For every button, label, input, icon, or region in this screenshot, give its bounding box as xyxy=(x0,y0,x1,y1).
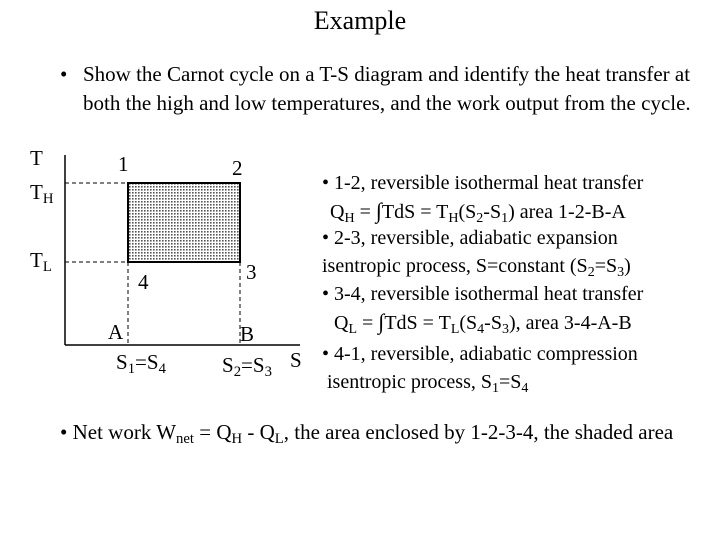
step-2-3-detail: isentropic process, S=constant $(S_2=S_3)$ xyxy=(322,255,631,280)
point-a-label: A xyxy=(108,320,124,344)
s1-s4-label: $S_1=S_4$ xyxy=(116,350,166,377)
carnot-cycle-shaded-area xyxy=(128,183,240,262)
net-work-bullet: • Net work $W_{net} = Q_H - Q_L$, the area enclosed by 1-2-3-4, the shaded area xyxy=(60,420,674,447)
step-3-4-heading: • 3-4, reversible isothermal heat transfer xyxy=(322,283,644,305)
bullet-icon: • xyxy=(60,62,68,86)
th-label: $T_H$ xyxy=(30,180,54,207)
point-2-label: 2 xyxy=(232,156,243,180)
point-b-label: B xyxy=(240,322,255,346)
s-axis-label: S xyxy=(290,348,302,372)
step-2-3-heading: • 2-3, reversible, adiabatic expansion xyxy=(322,227,618,249)
s2-s3-label: $S_2=S_3$ xyxy=(222,353,272,380)
intro-text: Show the Carnot cycle on a T-S diagram and identify the heat transfer at both the high and low temperatures, and the work output from the cycle. xyxy=(83,62,691,115)
point-3-label: 3 xyxy=(246,260,257,284)
step-4-1-detail: isentropic process, $S_1=S_4$ xyxy=(327,371,529,396)
step-4-1-heading: • 4-1, reversible, adiabatic compression xyxy=(322,343,638,365)
ql-equation: $Q_L = \int TdS = T_L(S_4-S_3)$, area 3-4-A-B xyxy=(334,309,632,337)
t-axis-label: T xyxy=(30,146,43,170)
point-4-label: 4 xyxy=(138,270,149,294)
point-1-label: 1 xyxy=(118,152,129,176)
tl-label: $T_L$ xyxy=(30,248,52,275)
page-title: Example xyxy=(313,6,407,35)
step-1-2-heading: • 1-2, reversible isothermal heat transfer xyxy=(322,172,644,194)
qh-equation: $Q_H = \int TdS = T_H(S_2-S_1)$ area 1-2-B-A xyxy=(330,198,626,226)
